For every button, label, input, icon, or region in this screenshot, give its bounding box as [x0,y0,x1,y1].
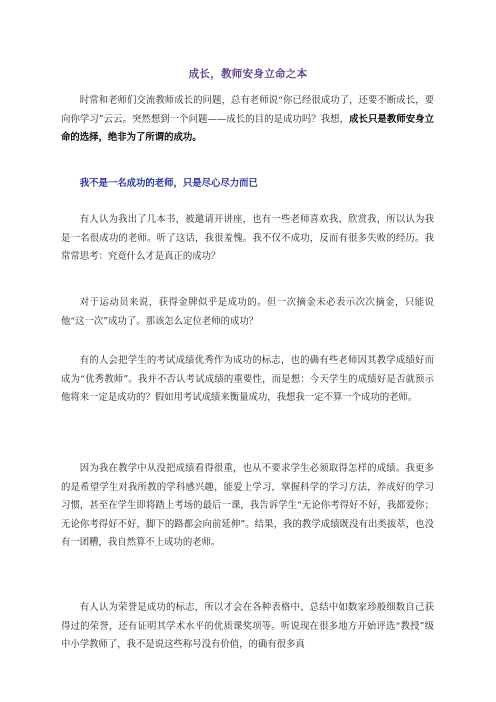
body-paragraph-1: 有人认为我出了几本书，被邀请开讲座，也有一些老师喜欢我、欣赏我，所以认为我是一名很成功的老师。听了这话，我很羞愧。我不仅不成功，反而有很多失败的经历。我常常思考：究竟什么才是真正的成功？ [61,214,434,263]
body-paragraph-3: 有的人会把学生的考试成绩优秀作为成功的标志，也的确有些老师因其教学成绩好而成为“优秀教师”。我并不否认考试成绩的重要性，而是想：今天学生的成绩好是否就预示他将来一定是成功的？假如用考试成绩来衡量成功，我想我一定不算一个成功的老师。 [61,355,434,404]
body-paragraph-4: 因为我在教学中从没把成绩看得很重，也从不要求学生必须取得怎样的成绩。我更多的是希望学生对我所教的学科感兴趣，能爱上学习，掌握科学的学习方法，养成好的学习习惯，甚至在学生即将踏上考场的最后一课，我告诉学生“无论你考得好不好，我都爱你；无论你考得好不好，脚下的路都会向前延伸”。结果，我的教学成绩既没有出类拔萃，也没有一团糟，我自然算不上成功的老师。 [61,463,434,549]
body-paragraph-2: 对于运动员来说，获得金牌似乎是成功的。但一次摘金未必表示次次摘金，只能说他“这一次”成功了。那该怎么定位老师的成功？ [61,297,434,327]
intro-paragraph [61,92,434,148]
body-paragraph-5: 有人认为荣誉是成功的标志，所以才会在各种表格中、总结中如数家珍般细数自己获得过的荣誉，还有证明其学术水平的优质课奖项等。听说现在很多地方开始评选“教授”级中小学教师了，我不是说这些称号没有价值，的确有很多真 [61,602,434,651]
section-subheading: 我不是一名成功的老师，只是尽心尽力而已 [79,178,258,189]
article-title: 成长，教师安身立命之本 [188,68,308,80]
intro-bold-statement: 成长只是教师安身立命的选择，绝非为了所谓的成功。 [61,113,434,144]
intro-text: 时常和老师们交流教师成长的问题，总有老师说“你已经很成功了，还要不断成长，要向你学习”云云。突然想到一个问题——成长的目的是成功吗？我想， [61,95,434,125]
